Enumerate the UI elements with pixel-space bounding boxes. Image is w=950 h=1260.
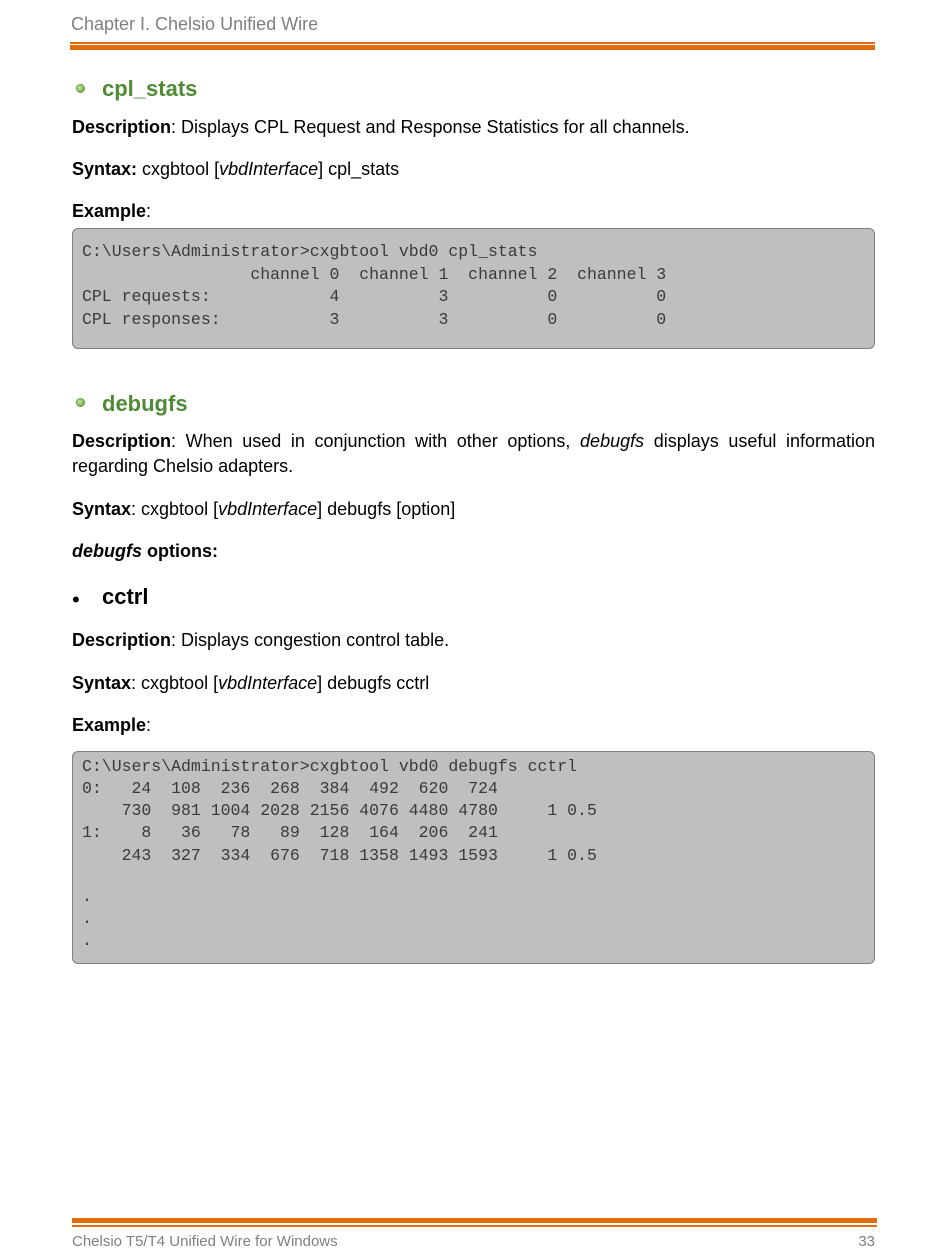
- syntax-label: Syntax:: [72, 159, 138, 179]
- header-rule-thin: [70, 42, 875, 44]
- description-text: : Displays CPL Request and Response Statistics for all channels.: [171, 117, 690, 137]
- chapter-title: Chapter I. Chelsio Unified Wire: [71, 14, 319, 34]
- description-italic: debugfs: [580, 431, 645, 451]
- description-pre: : When used in conjunction with other options,: [171, 431, 581, 451]
- footer-rule-thin: [72, 1225, 877, 1227]
- code-line: channel 0 channel 1 channel 2 channel 3: [82, 265, 667, 284]
- syntax-post: ] cpl_stats: [318, 159, 400, 179]
- syntax-italic: vbdInterface: [218, 673, 318, 693]
- cpl-stats-example-label: [72, 199, 875, 224]
- debugfs-syntax: [72, 497, 875, 522]
- example-colon: :: [146, 715, 152, 735]
- cpl-stats-syntax: [72, 157, 875, 182]
- header-rule-thick: [70, 45, 875, 50]
- options-label: options:: [142, 541, 218, 561]
- footer-document-title: Chelsio T5/T4 Unified Wire for Windows: [72, 1233, 338, 1250]
- code-line: .: [82, 909, 92, 928]
- description-label: Description: [72, 431, 172, 451]
- example-label: Example: [72, 201, 147, 221]
- section-bullet-icon: [76, 84, 85, 93]
- description-text: : Displays congestion control table.: [171, 630, 450, 650]
- syntax-pre: : cxgbtool [: [131, 499, 219, 519]
- footer-page-number: 33: [858, 1233, 875, 1250]
- cpl-stats-description: [72, 115, 875, 140]
- code-line: 730 981 1004 2028 2156 4076 4480 4780 1 0.5: [82, 801, 597, 820]
- subsection-title-cctrl: cctrl: [102, 584, 149, 609]
- code-line: 243 327 334 676 718 1358 1493 1593 1 0.5: [82, 846, 597, 865]
- syntax-pre: cxgbtool [: [137, 159, 220, 179]
- cctrl-description: [72, 628, 875, 653]
- description-post: displays useful information regarding Chelsio adapters.: [72, 431, 876, 476]
- syntax-pre: : cxgbtool [: [131, 673, 219, 693]
- example-label: Example: [72, 715, 147, 735]
- debugfs-options-heading: [72, 539, 875, 564]
- syntax-label: Syntax: [72, 499, 132, 519]
- section-title-cpl-stats: cpl_stats: [102, 76, 198, 101]
- description-label: Description: [72, 117, 172, 137]
- cctrl-syntax: [72, 671, 875, 696]
- code-line: .: [82, 931, 92, 950]
- subsection-bullet: •: [72, 587, 80, 612]
- code-line: 0: 24 108 236 268 384 492 620 724: [82, 779, 498, 798]
- example-colon: :: [146, 201, 152, 221]
- syntax-post: ] debugfs cctrl: [317, 673, 430, 693]
- footer-rule-thick: [72, 1218, 877, 1223]
- description-label: Description: [72, 630, 172, 650]
- code-line: CPL requests: 4 3 0 0: [82, 287, 667, 306]
- code-line: C:\Users\Administrator>cxgbtool vbd0 cpl_stats: [82, 242, 538, 261]
- debugfs-description: [72, 429, 875, 479]
- syntax-italic: vbdInterface: [219, 159, 319, 179]
- code-block-cpl-stats: [72, 228, 875, 349]
- code-line: .: [82, 887, 92, 906]
- code-line: 1: 8 36 78 89 128 164 206 241: [82, 823, 498, 842]
- syntax-post: ] debugfs [option]: [317, 499, 456, 519]
- options-italic: debugfs: [72, 541, 142, 561]
- section-bullet-icon: [76, 398, 85, 407]
- code-line: C:\Users\Administrator>cxgbtool vbd0 debugfs cctrl: [82, 757, 578, 776]
- code-block-cctrl: [72, 751, 875, 964]
- code-line: CPL responses: 3 3 0 0: [82, 310, 667, 329]
- section-title-debugfs: debugfs: [102, 391, 188, 416]
- cctrl-example-label: [72, 713, 875, 738]
- syntax-label: Syntax: [72, 673, 132, 693]
- syntax-italic: vbdInterface: [218, 499, 318, 519]
